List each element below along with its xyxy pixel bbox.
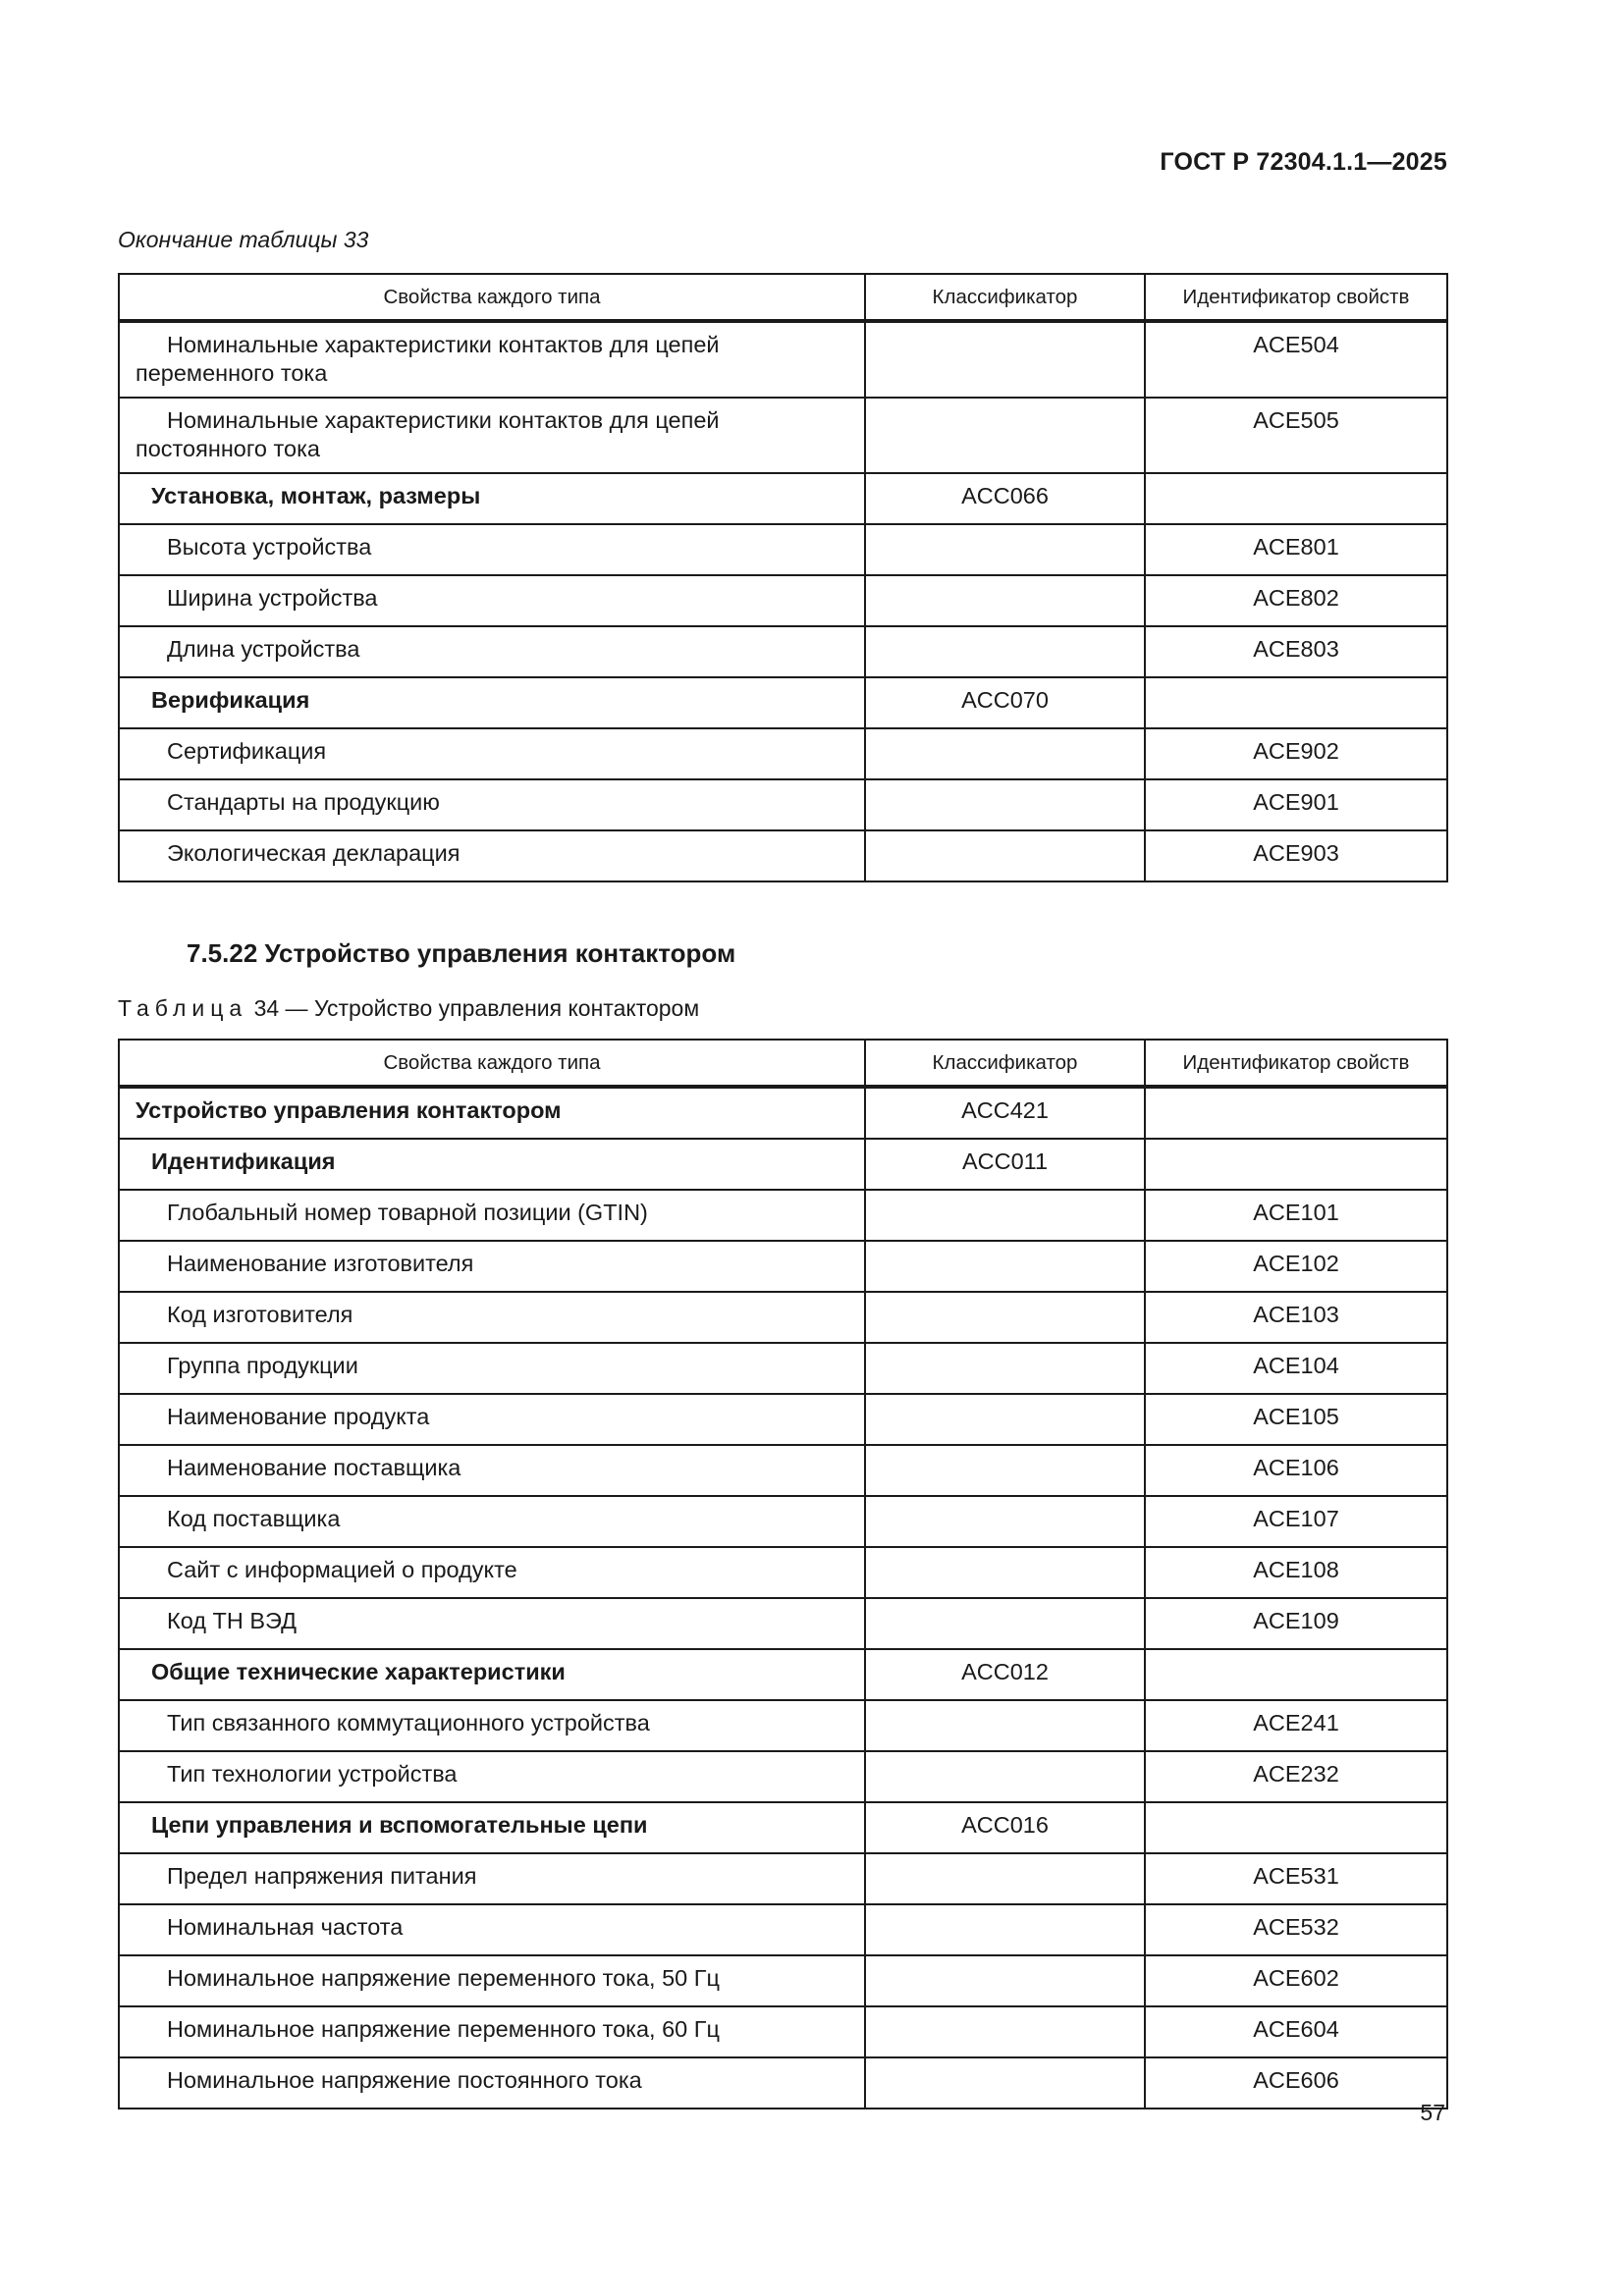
table-row xyxy=(119,1343,1447,1394)
property-id-cell: ACE532 xyxy=(1145,1904,1447,1955)
table-row xyxy=(119,2006,1447,2057)
property-id-cell: ACE107 xyxy=(1145,1496,1447,1547)
table-row xyxy=(119,2057,1447,2109)
classifier-cell xyxy=(865,2057,1145,2109)
classifier-cell: ACC421 xyxy=(865,1087,1145,1139)
document-code: ГОСТ Р 72304.1.1—2025 xyxy=(1160,148,1447,176)
property-name-cell: Сертификация xyxy=(119,728,865,779)
property-name-cell: Номинальное напряжение постоянного тока xyxy=(119,2057,865,2109)
classifier-cell: ACC070 xyxy=(865,677,1145,728)
table-row xyxy=(119,321,1447,398)
table-34 xyxy=(118,1039,1448,2109)
property-name-cell: Предел напряжения питания xyxy=(119,1853,865,1904)
column-header-classifier: Классификатор xyxy=(865,274,1145,321)
classifier-cell xyxy=(865,2006,1145,2057)
property-name-cell: Цепи управления и вспомогательные цепи xyxy=(119,1802,865,1853)
table-row xyxy=(119,473,1447,524)
classifier-cell: ACC016 xyxy=(865,1802,1145,1853)
property-id-cell xyxy=(1145,677,1447,728)
table-row xyxy=(119,830,1447,881)
table-row xyxy=(119,1190,1447,1241)
property-name-cell: Группа продукции xyxy=(119,1343,865,1394)
classifier-cell xyxy=(865,1292,1145,1343)
classifier-cell xyxy=(865,1496,1145,1547)
property-name-cell: Номинальные характеристики контактов для цепей переменного тока xyxy=(119,321,865,398)
table-row xyxy=(119,1087,1447,1139)
page-number: 57 xyxy=(1420,2100,1445,2125)
classifier-cell xyxy=(865,1445,1145,1496)
property-name-cell: Верификация xyxy=(119,677,865,728)
table-row xyxy=(119,1802,1447,1853)
property-name-cell: Код изготовителя xyxy=(119,1292,865,1343)
classifier-cell xyxy=(865,728,1145,779)
property-id-cell: ACE902 xyxy=(1145,728,1447,779)
table-label: Таблица xyxy=(118,995,248,1021)
classifier-cell xyxy=(865,1751,1145,1802)
table-body xyxy=(119,321,1447,881)
property-name-cell: Код ТН ВЭД xyxy=(119,1598,865,1649)
table-row xyxy=(119,1394,1447,1445)
table-body xyxy=(119,1087,1447,2109)
property-name-cell: Установка, монтаж, размеры xyxy=(119,473,865,524)
classifier-cell xyxy=(865,1190,1145,1241)
table-row xyxy=(119,398,1447,473)
classifier-cell xyxy=(865,1394,1145,1445)
classifier-cell xyxy=(865,1547,1145,1598)
property-id-cell: ACE101 xyxy=(1145,1190,1447,1241)
property-id-cell: ACE531 xyxy=(1145,1853,1447,1904)
property-id-cell: ACE901 xyxy=(1145,779,1447,830)
classifier-cell xyxy=(865,1853,1145,1904)
classifier-cell xyxy=(865,1955,1145,2006)
table-row xyxy=(119,1496,1447,1547)
table-row xyxy=(119,1853,1447,1904)
property-id-cell: ACE104 xyxy=(1145,1343,1447,1394)
table-title: 34 — Устройство управления контактором xyxy=(247,995,700,1021)
column-header-properties: Свойства каждого типа xyxy=(119,1040,865,1087)
table-row xyxy=(119,1904,1447,1955)
table-row xyxy=(119,1955,1447,2006)
property-name-cell: Устройство управления контактором xyxy=(119,1087,865,1139)
classifier-cell: ACC011 xyxy=(865,1139,1145,1190)
column-header-properties: Свойства каждого типа xyxy=(119,274,865,321)
property-id-cell: ACE106 xyxy=(1145,1445,1447,1496)
property-id-cell: ACE232 xyxy=(1145,1751,1447,1802)
property-name-cell: Номинальное напряжение переменного тока, 50 Гц xyxy=(119,1955,865,2006)
table-row xyxy=(119,677,1447,728)
property-name-cell: Идентификация xyxy=(119,1139,865,1190)
table-row xyxy=(119,1445,1447,1496)
property-name-cell: Номинальное напряжение переменного тока, 60 Гц xyxy=(119,2006,865,2057)
classifier-cell xyxy=(865,1343,1145,1394)
property-id-cell xyxy=(1145,1087,1447,1139)
table-header-row xyxy=(119,274,1447,321)
property-name-cell: Наименование поставщика xyxy=(119,1445,865,1496)
property-id-cell: ACE504 xyxy=(1145,321,1447,398)
section-heading: 7.5.22 Устройство управления контактором xyxy=(187,938,736,968)
table-33-continuation xyxy=(118,273,1448,882)
classifier-cell xyxy=(865,626,1145,677)
table-continuation-caption: Окончание таблицы 33 xyxy=(118,227,369,252)
property-id-cell: ACE102 xyxy=(1145,1241,1447,1292)
classifier-cell xyxy=(865,575,1145,626)
column-header-property-id: Идентификатор свойств xyxy=(1145,274,1447,321)
table-header-row xyxy=(119,1040,1447,1087)
property-id-cell: ACE241 xyxy=(1145,1700,1447,1751)
column-header-property-id: Идентификатор свойств xyxy=(1145,1040,1447,1087)
property-id-cell xyxy=(1145,1802,1447,1853)
classifier-cell xyxy=(865,524,1145,575)
classifier-cell: ACC012 xyxy=(865,1649,1145,1700)
property-name-cell: Высота устройства xyxy=(119,524,865,575)
property-name-cell: Сайт с информацией о продукте xyxy=(119,1547,865,1598)
classifier-cell xyxy=(865,830,1145,881)
property-name-cell: Код поставщика xyxy=(119,1496,865,1547)
property-id-cell: ACE604 xyxy=(1145,2006,1447,2057)
column-header-classifier: Классификатор xyxy=(865,1040,1145,1087)
property-name-cell: Номинальные характеристики контактов для цепей постоянного тока xyxy=(119,398,865,473)
property-name-cell: Экологическая декларация xyxy=(119,830,865,881)
property-id-cell xyxy=(1145,1139,1447,1190)
property-id-cell: ACE505 xyxy=(1145,398,1447,473)
property-id-cell xyxy=(1145,1649,1447,1700)
classifier-cell xyxy=(865,321,1145,398)
table-row xyxy=(119,1700,1447,1751)
property-name-cell: Длина устройства xyxy=(119,626,865,677)
property-name-cell: Тип связанного коммутационного устройства xyxy=(119,1700,865,1751)
table-row xyxy=(119,1649,1447,1700)
classifier-cell xyxy=(865,1904,1145,1955)
property-id-cell xyxy=(1145,473,1447,524)
classifier-cell: ACC066 xyxy=(865,473,1145,524)
property-name-cell: Наименование продукта xyxy=(119,1394,865,1445)
property-id-cell: ACE108 xyxy=(1145,1547,1447,1598)
table-row xyxy=(119,728,1447,779)
table-caption xyxy=(118,995,699,1022)
table-row xyxy=(119,1751,1447,1802)
property-id-cell: ACE803 xyxy=(1145,626,1447,677)
property-name-cell: Ширина устройства xyxy=(119,575,865,626)
property-name-cell: Наименование изготовителя xyxy=(119,1241,865,1292)
property-id-cell: ACE802 xyxy=(1145,575,1447,626)
property-id-cell: ACE103 xyxy=(1145,1292,1447,1343)
property-name-cell: Общие технические характеристики xyxy=(119,1649,865,1700)
classifier-cell xyxy=(865,779,1145,830)
property-name-cell: Тип технологии устройства xyxy=(119,1751,865,1802)
table-row xyxy=(119,1547,1447,1598)
property-name-cell: Номинальная частота xyxy=(119,1904,865,1955)
table-row xyxy=(119,1241,1447,1292)
property-name-cell: Глобальный номер товарной позиции (GTIN) xyxy=(119,1190,865,1241)
table-row xyxy=(119,779,1447,830)
property-id-cell: ACE903 xyxy=(1145,830,1447,881)
table-row xyxy=(119,1292,1447,1343)
classifier-cell xyxy=(865,1700,1145,1751)
table-row xyxy=(119,626,1447,677)
property-id-cell: ACE109 xyxy=(1145,1598,1447,1649)
table-row xyxy=(119,575,1447,626)
table-row xyxy=(119,1598,1447,1649)
classifier-cell xyxy=(865,1241,1145,1292)
table-row xyxy=(119,1139,1447,1190)
property-id-cell: ACE105 xyxy=(1145,1394,1447,1445)
property-id-cell: ACE606 xyxy=(1145,2057,1447,2109)
classifier-cell xyxy=(865,1598,1145,1649)
property-id-cell: ACE602 xyxy=(1145,1955,1447,2006)
property-id-cell: ACE801 xyxy=(1145,524,1447,575)
classifier-cell xyxy=(865,398,1145,473)
table-row xyxy=(119,524,1447,575)
property-name-cell: Стандарты на продукцию xyxy=(119,779,865,830)
